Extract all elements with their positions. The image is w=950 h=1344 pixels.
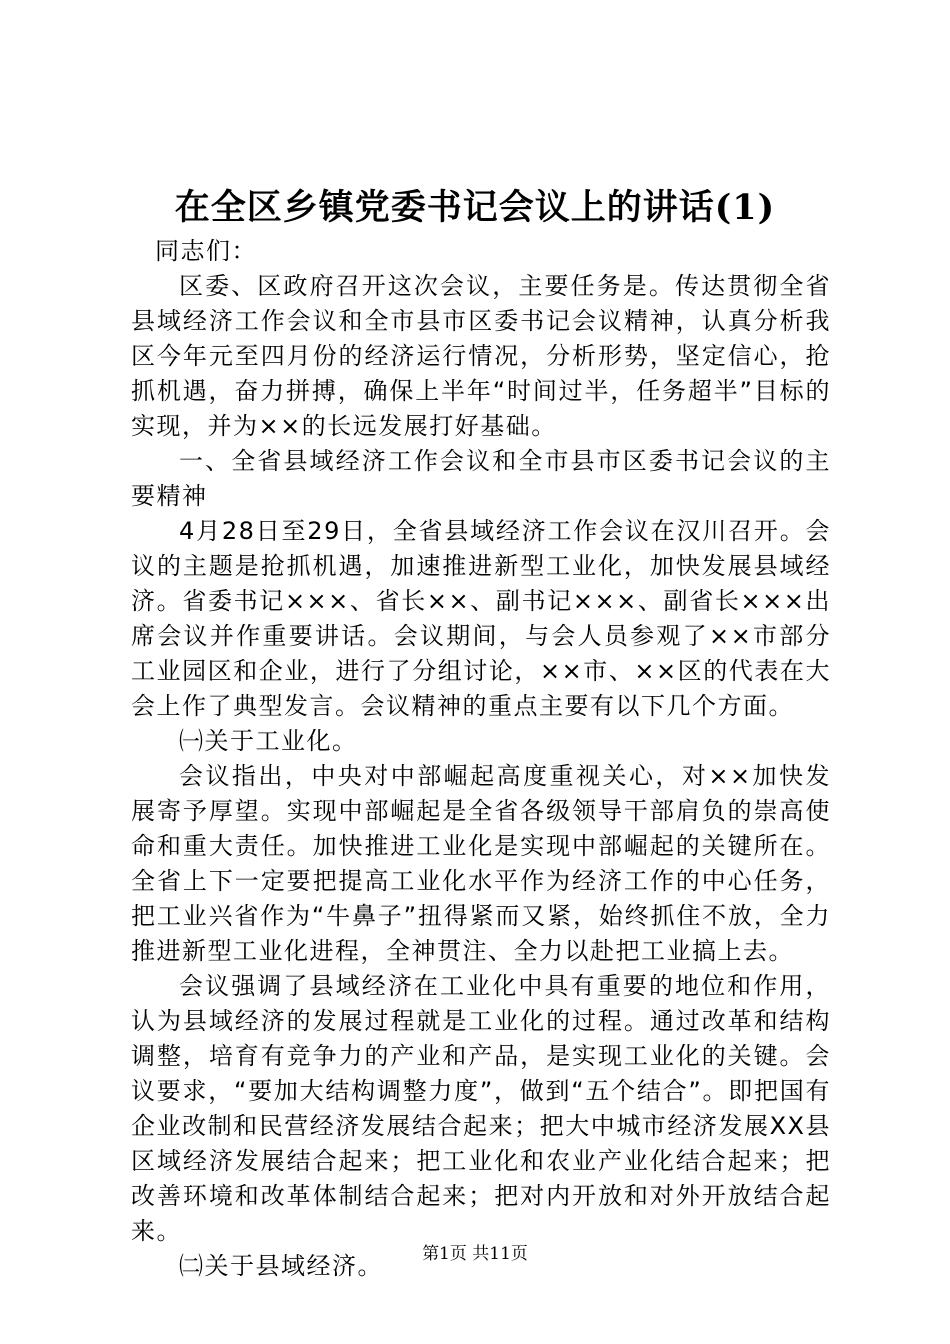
paragraph-industrialization: 会议指出，中央对中部崛起高度重视关心，对××加快发展寄予厚望。实现中部崛起是全省各级领导干部肩负的崇高使命和重大责任。加快推进工业化是实现中部崛起的关键所在。全省上下一定要把提高工业化水平作为经济工作的中心任务，把工业兴省作为“牛鼻子”扭得紧而又紧，始终抓住不放，全力推进新型工业化进程，全神贯注、全力以赴把工业搞上去。 <box>131 762 831 965</box>
subsection-heading-county-economy: ㈡关于县域经济。 <box>179 1252 383 1280</box>
section-heading-1: 一、全省县域经济工作会议和全市县市区委书记会议的主要精神 <box>131 447 831 510</box>
subsection-heading-industrialization: ㈠关于工业化。 <box>179 727 358 755</box>
document-body <box>131 234 831 1284</box>
page-number-footer: 第1页 共11页 <box>422 1244 528 1264</box>
paragraph-meeting-summary: 4月28日至29日，全省县域经济工作会议在汉川召开。会议的主题是抢抓机遇，加速推进新型工业化，加快发展县域经济。省委书记×××、省长××、副书记×××、副省长×××出席会议并作重要讲话。会议期间，与会人员参观了××市部分工业园区和企业，进行了分组讨论，××市、××区的代表在大会上作了典型发言。会议精神的重点主要有以下几个方面。 <box>131 517 831 720</box>
document-title: 在全区乡镇党委书记会议上的讲话(1) <box>174 187 776 228</box>
paragraph-intro: 区委、区政府召开这次会议，主要任务是。传达贯彻全省县域经济工作会议和全市县市区委书记会议精神，认真分析我区今年元至四月份的经济运行情况，分析形势，坚定信心，抢抓机遇，奋力拼搏，确保上半年“时间过半，任务超半”目标的实现，并为××的长远发展打好基础。 <box>131 272 831 440</box>
salutation: 同志们： <box>155 237 257 265</box>
paragraph-county-economy-role: 会议强调了县域经济在工业化中具有重要的地位和作用，认为县域经济的发展过程就是工业化的过程。通过改革和结构调整，培育有竞争力的产业和产品，是实现工业化的关键。会议要求，“要加大结构调整力度”，做到“五个结合”。即把国有企业改制和民营经济发展结合起来；把大中城市经济发展XX县区域经济发展结合起来；把工业化和农业产业化结合起来；把改善环境和改革体制结合起来；把对内开放和对外开放结合起来。 <box>131 972 831 1245</box>
